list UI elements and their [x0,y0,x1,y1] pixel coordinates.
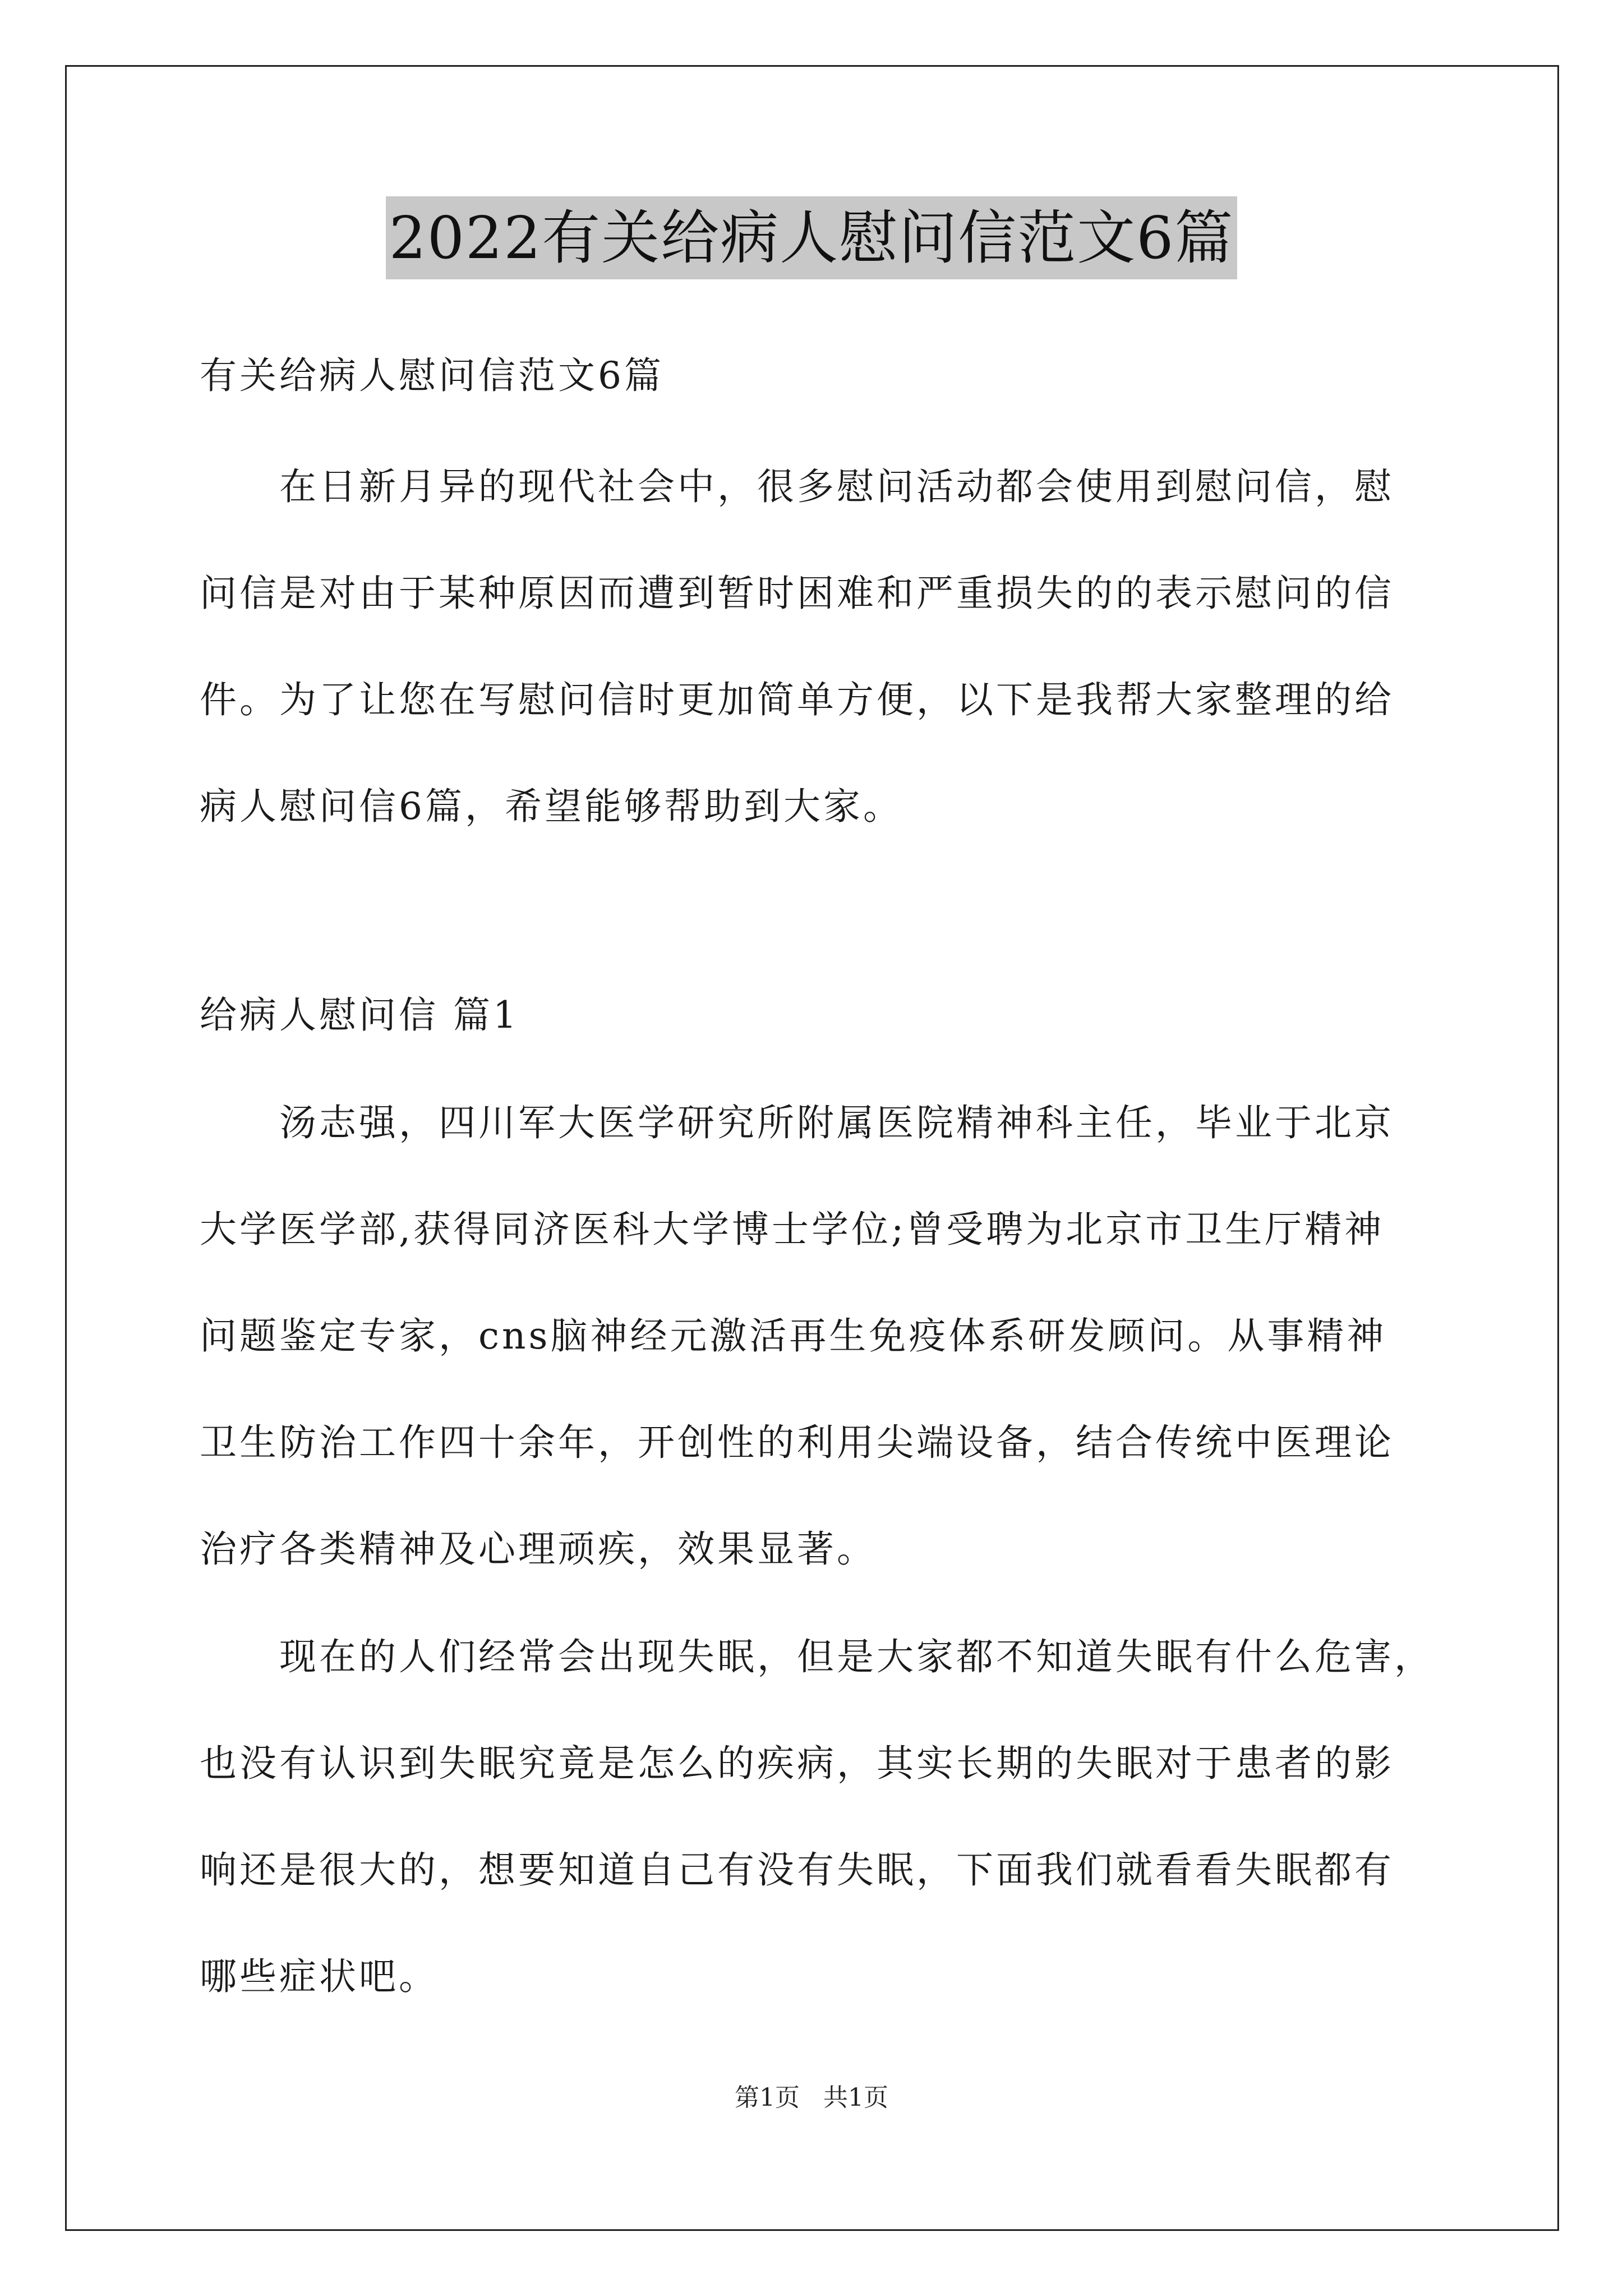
section-heading: 给病人慰问信 篇1 [200,993,519,1037]
para2-line-4: 哪些症状吧。 [200,1955,439,1998]
intro-line-2: 问信是对由于某种原因而遭到暂时困难和严重损失的的表示慰问的信 [200,572,1394,615]
para2-line-3: 响还是很大的，想要知道自己有没有失眠，下面我们就看看失眠都有 [200,1848,1394,1892]
document-subtitle: 有关给病人慰问信范文6篇 [200,354,664,397]
para2-line-1: 现在的人们经常会出现失眠，但是大家都不知道失眠有什么危害， [200,1635,1434,1678]
paragraph-2 [200,1629,1433,2005]
page-number: 第1页 [735,2083,800,2112]
intro-line-3: 件。为了让您在写慰问信时更加简单方便，以下是我帮大家整理的给 [200,678,1394,721]
document-title: 2022有关给病人慰问信范文6篇 [386,196,1238,279]
para1-line-5: 治疗各类精神及心理顽疾，效果显著。 [200,1527,877,1571]
paragraph-1 [200,1095,1433,1577]
title-container [0,196,1623,279]
para1-line-4: 卫生防治工作四十余年，开创性的利用尖端设备，结合传统中医理论 [200,1421,1394,1464]
intro-paragraph [200,459,1433,835]
intro-line-1: 在日新月异的现代社会中，很多慰问活动都会使用到慰问信，慰 [200,465,1394,508]
para1-line-2: 大学医学部,获得同济医科大学博士学位;曾受聘为北京市卫生厅精神 [200,1208,1385,1251]
intro-line-4: 病人慰问信6篇，希望能够帮助到大家。 [200,785,903,828]
page-footer [0,2081,1623,2115]
document-body [200,348,1433,2005]
page-total: 共1页 [823,2083,888,2112]
para1-line-1: 汤志强，四川军大医学研究所附属医院精神科主任，毕业于北京 [200,1101,1394,1144]
para2-line-2: 也没有认识到失眠究竟是怎么的疾病，其实长期的失眠对于患者的影 [200,1742,1394,1785]
para1-line-3: 问题鉴定专家，cns脑神经元激活再生免疫体系研发顾问。从事精神 [200,1314,1387,1358]
